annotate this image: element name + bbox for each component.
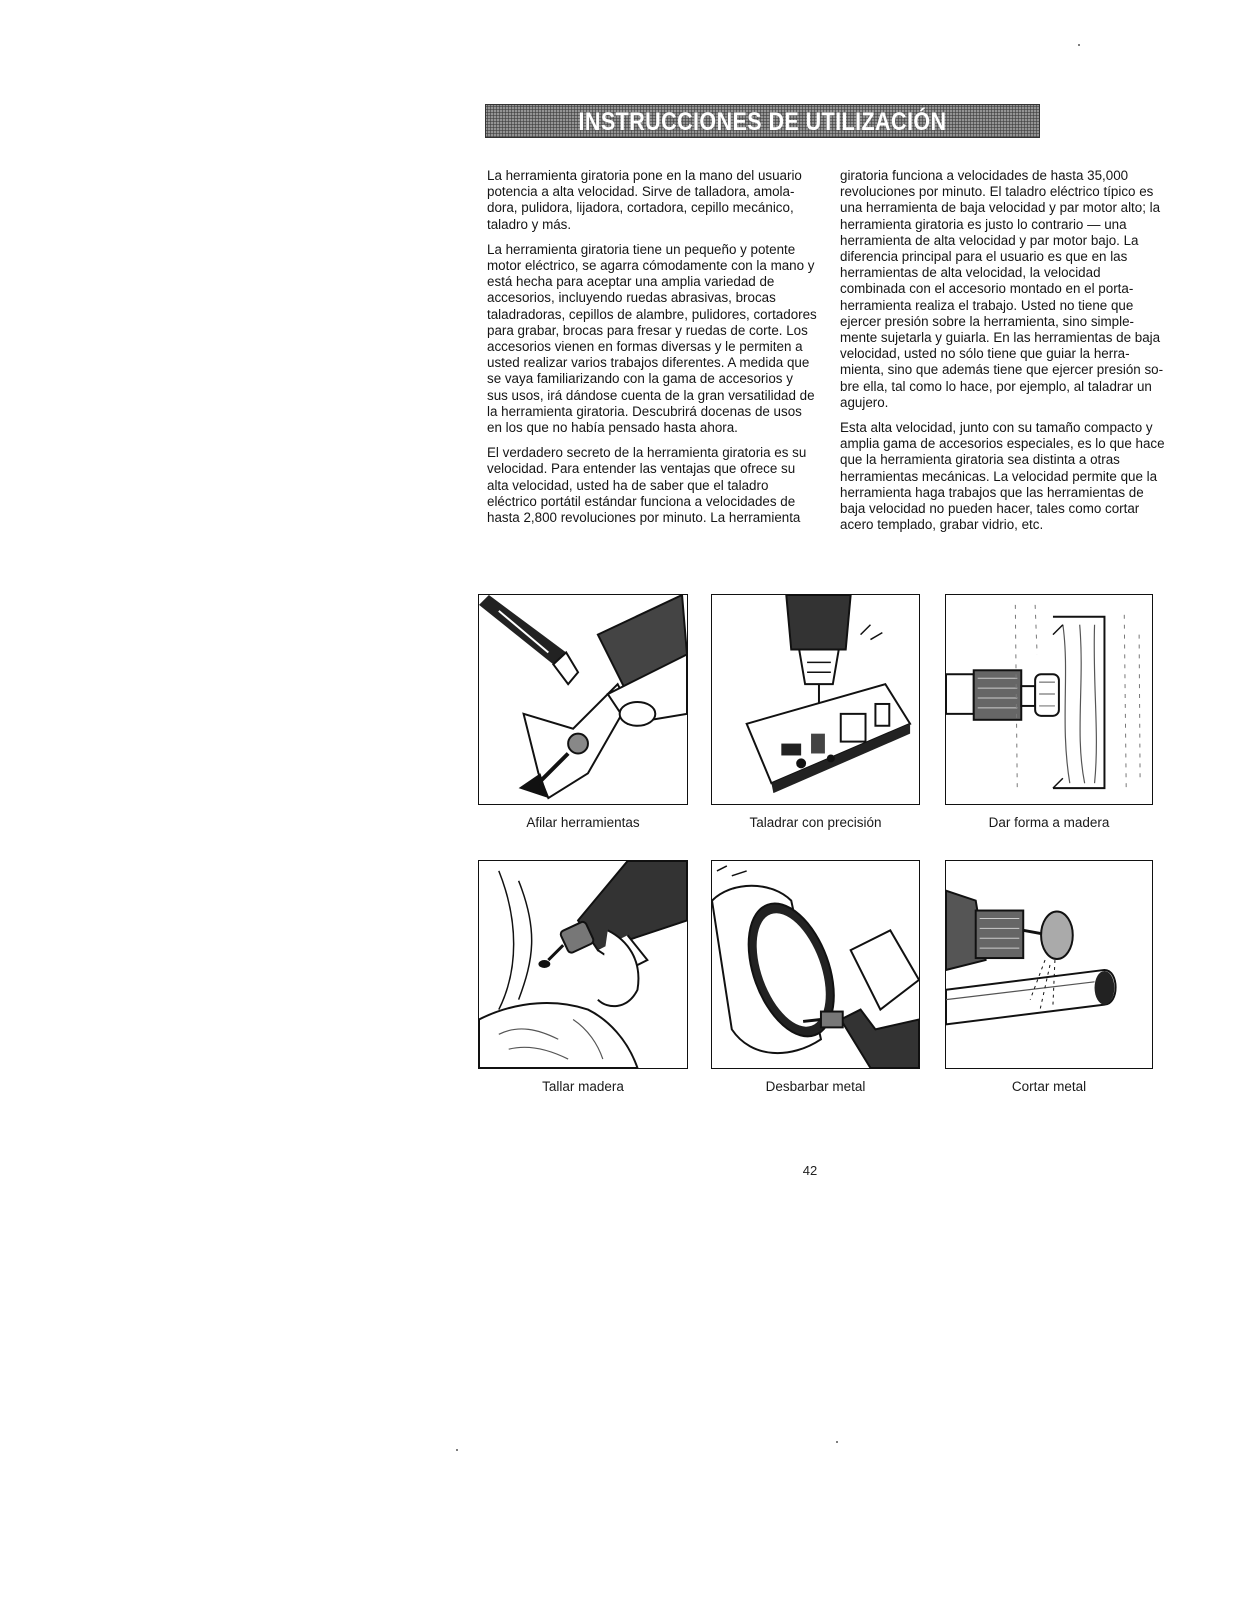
sharpening-illustration [478,594,688,805]
section-title: INSTRUCCIONES DE UTILIZACIÓN [578,108,947,136]
figure-caption: Desbarbar metal [765,1079,866,1094]
figure-caption: Taladrar con precisión [749,815,882,830]
paragraph: Esta alta velocidad, junto con su tamaño compacto y amplia gama de accesorios especiales, es lo que hace que la herramienta giratoria sea distinta a otras herramientas mecánicas. La velocidad permite que la herramienta haga trabajos que las herramientas de baja velocidad no pueden hacer, tales como cortar acero templado, grabar vidrio, etc. [840,420,1165,533]
carving-illustration [478,860,688,1069]
paragraph: La herramienta giratoria tiene un pequeño y potente motor eléctrico, se agarra cómodamente con la mano y está hecha para aceptar una amplia variedad de accesorios, incluyendo ruedas abrasivas, brocas taladradoras, cepillos de alambre, pulidores, cortadores para grabar, brocas para fresar y ruedas de corte. Los accesorios vienen en formas diversas y le permiten a usted realizar varios trabajos diferentes. A medida que se vaya familiarizando con la gama de accesorios y sus usos, irá dándose cuenta de la gran versatilidad de la herramienta giratoria. Descubrirá docenas de usos en los que no había pensado hasta ahora. [487,241,817,436]
figure-desbarbar-metal [711,860,920,1100]
figure-tallar-madera [478,860,688,1100]
figure-afilar-herramientas [478,594,688,834]
deburring-illustration [711,860,920,1069]
paragraph: giratoria funciona a velocidades de hasta 35,000 revoluciones por minuto. El taladro eléctrico típico es una herramienta de baja velocidad y par motor alto; la herramienta giratoria es justo lo contrario — una herramienta de alta velocidad y par motor bajo. La diferencia principal para el usuario es que en las herramientas de alta velocidad, la velocidad combinada con el accesorio montado en el porta-herramienta realiza el trabajo. Usted no tiene que ejercer presión sobre la herramienta, sino simple-mente sujetarla y guiarla. En las herramientas de baja velocidad, usted no sólo tiene que guiar la herra-mienta, sino que además tiene que ejercer presión so-bre ella, tal como lo hace, por ejemplo, al taladrar un agujero. [840,168,1164,410]
scan-speck [456,1449,458,1451]
figure-dar-forma-a-madera [945,594,1153,834]
paragraph: La herramienta giratoria pone en la mano del usuario potencia a alta velocidad. Sirve de talladora, amola-dora, pulidora, lijadora, cortadora, cepillo mecánico, taladro y más. [487,168,802,232]
figure-caption: Afilar herramientas [526,815,640,830]
figure-cortar-metal [945,860,1153,1100]
figure-caption: Dar forma a madera [988,815,1110,830]
figure-caption: Tallar madera [542,1079,624,1094]
page-number: 42 [802,1163,818,1178]
drilling-illustration [711,594,920,805]
wood-shaping-illustration [945,594,1153,805]
scan-speck [1078,44,1080,46]
text-column-right [840,168,1168,542]
scan-speck [836,1441,838,1443]
figure-taladrar-con-precision [711,594,920,834]
figure-caption: Cortar metal [1011,1079,1087,1094]
metal-cutting-illustration [945,860,1153,1069]
text-column-left [487,168,817,535]
section-title-bar [485,104,1040,138]
paragraph: El verdadero secreto de la herramienta giratoria es su velocidad. Para entender las ventajas que ofrece su alta velocidad, usted ha de saber que el taladro eléctrico portátil estándar funciona a velocidades de hasta 2,800 revoluciones por minuto. La herramienta [487,445,807,526]
